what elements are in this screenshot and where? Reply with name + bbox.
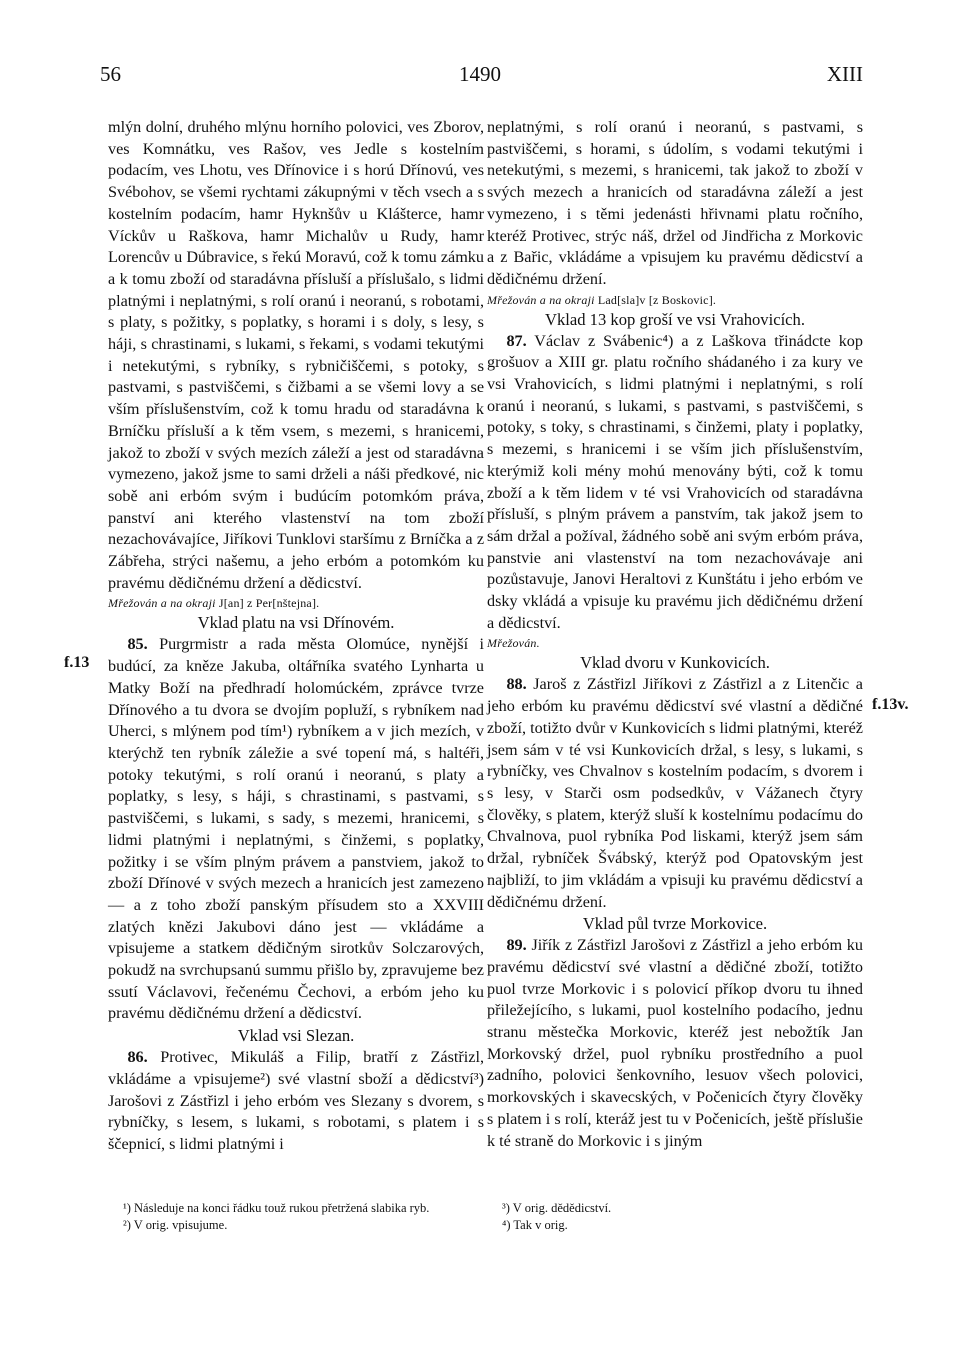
entry-heading: Vklad 13 kop groší ve vsi Vrahovicích. bbox=[544, 309, 805, 329]
entry-number: 85. bbox=[127, 635, 148, 654]
paragraph-85 bbox=[108, 634, 484, 1025]
entry-heading: Vklad dvoru v Kunkovicích. bbox=[580, 653, 770, 673]
entry-text: Jiřík z Zástřizl Jarošovi z Zástřizl a jeho erbóm ku pravému dědicství své vlastní a dědičné zboží, totižto puol tvrze Morkovic i s polovicí příkop dvoru tu ihned přiležejícího, s lukami, puol kostelního podacího, jednu stranu městečka Morkovic, kteréž jest nebožtík Jan Morkovský držel, puol rybníku prostředního a puol zadního, polovici šenkovního, lesuov všech polovici, morkovských i skavecských, v Počenicích čtyry člověky s platem i s rolí, kteráž jest tu v Počenicích, ještě příslušie k té straně do Morkovic i s jiným bbox=[487, 936, 863, 1150]
footnotes-right bbox=[487, 1200, 863, 1234]
entry-number: 88. bbox=[506, 675, 527, 694]
entry-text: Václav z Svábenic⁴) a z Laškova třinádcte kop grošuov a XIII gr. platu ročního shádaného i za kury ve vsi Vrahovicích, s lidmi platnými i neplatnými, s rolí oranú i neoranú, s lukami, s pastvami, s pastviščemi, s potoky, s toky, s chrastinami, s činžemi, platy i poplatky, s mezemi, s hranicemi i se vším jich příslušenstvím, kterýmiž koli mény mohú menovány býti, což k tomu zboží a k těm lidem v té vsi Vrahovicích od staradávna přísluší, s plným právem a panstvím, tak jakož jsem to sám držal a požíval, žádného sobě ani svým erbóm práva, panstvie ani vlastenství na tom nezachovávaje ani pozůstavuje, Janovi Heraltovi z Kunštátu i jeho erbóm ve dsky vkládá a vpisuje ku pravému jich dědičnému držení a dědicství. bbox=[487, 331, 863, 632]
registry-note bbox=[108, 594, 484, 612]
paragraph-87 bbox=[487, 331, 863, 635]
left-column bbox=[108, 117, 484, 1156]
margin-folio-left: f.13 bbox=[64, 654, 90, 671]
registry-note bbox=[487, 634, 863, 652]
paragraph-88 bbox=[487, 674, 863, 913]
footnote: ¹) Následuje na konci řádku touž rukou přetržená slabika ryb. bbox=[123, 1201, 430, 1215]
entry-heading: Vklad platu na vsi Dřínovém. bbox=[197, 613, 395, 633]
note-italic: Mřežován a na okraji bbox=[487, 292, 595, 307]
entry-number: 89. bbox=[506, 936, 527, 955]
entry-number: 87. bbox=[506, 331, 527, 350]
entry-number: 86. bbox=[127, 1048, 148, 1067]
entry-heading: Vklad vsi Slezan. bbox=[237, 1026, 355, 1046]
note-signature: J[an] z Per[nštejna]. bbox=[215, 596, 320, 611]
entry-text: Purgrmistr a rada města Olomúce, nynější i budúcí, za kněze Jakuba, oltářníka svatého Lynharta u Matky Boží na předhradí holomúckém, zprávce tvrze Dřínového a tu dvora se dvojím popluží, s rybníkem nad Uherci, s mlýnem pod tím¹) rybníkem a v jich mezích, v kterýchž ten rybník záležie a své topení má, s haltéři, potoky tekutými, s rolí oranú i neoranú, s platy a poplatky, s lesy, s háji, s chrastinami, s pastvami, s pastviščemi, s lukami, s sady, s mezemi, hranicemi, s lidmi platnými i neplatnými, s činžemi, s poplatky, požitky i se vším plným právem a panstviem, jakož to zboží Dřínové v svých mezech a hranicích jest zamezeno — a z toho zboží panským přísudem sto a XXVIII zlatých knězi Jakubovi dáno jest — vkládáme a vpisujeme a statkem dědičným sirotkův Solczarových, pokudž na svrchupsanú summu přišlo by, zpravujeme bez ssutí Václavovi, řečenému Čechovi, a erbóm jeho ku pravému dědičnému držení a dědicství. bbox=[108, 635, 484, 1023]
paragraph-86-continued: neplatnými, s rolí oranú i neoranú, s pastvami, s pastviščemi, s horami, s údolím, s vodami tekutými i netekutými, s mezemi, s hranicemi, tak jakož to zboží v svých mezech a hranicích od staradávna záleží a jest vymezeno, i s těmi jedenásti hřivnami platu ročního, kteréž Protivec, strýc náš, držel od Jindřicha z Morkovic a z Bařic, vkládáme a vpisujem ku pravému dědicství a dědičnému držení. bbox=[487, 118, 863, 288]
paragraph-89 bbox=[487, 935, 863, 1152]
footnote: ³) V orig. dědědicství. bbox=[502, 1201, 612, 1215]
registry-note bbox=[487, 291, 863, 309]
note-italic: Mřežován a na okraji bbox=[108, 596, 216, 611]
right-column bbox=[487, 117, 863, 1152]
entry-text: Jaroš z Zástřizl Jiříkovi z Zástřizl a z Litenčic a jeho erbóm ku pravému dědicství své vlastní a dědičné zboží, totižto dvůr v Kunkovicích s lidmi platnými, kteréž jsem sám v té vsi Kunkovicích držal, s lesy, s lukami, s rybníčky, ves Chvalnov s kostelním podacím, s dvorem i s lesy, v Starči osm podsedkův, v Vážanech čtyry člověky, s platem, kterýž sluší k kostelnímu podacímu do Chvalnova, puol rybníka Pod liskami, kterýž jsem sám držal, rybníček Švábský, kterýž pod Opatovským jest najbliží, to jim vkládám a vpisuji ku pravému dědicství a dědičnému držení. bbox=[487, 675, 863, 911]
footnote: ⁴) Tak v orig. bbox=[502, 1218, 568, 1232]
page-number: 56 bbox=[100, 62, 121, 86]
note-italic: Mřežován. bbox=[487, 636, 540, 651]
year-header: 1490 bbox=[459, 62, 501, 86]
footnotes-left bbox=[108, 1200, 484, 1234]
note-signature: Lad[sla]v [z Boskovic]. bbox=[594, 292, 717, 307]
entry-heading: Vklad půl tvrze Morkovice. bbox=[582, 914, 768, 934]
paragraph-84-continued: mlýn dolní, druhého mlýnu horního polovici, ves Zborov, ves Komnátku, ves Rašov, ves Jedle s kostelním podacím, ves Lhotu, ves Dřínovice i s horú Dřínovú, ves Svébohov, se všemi rychtami zákupnými v těch vsech a s kostelním podacím, hamr Hyknšův u Klášterce, hamr Víckův u Raškova, hamr Michalův u Rudy, hamr Lorencův u Dúbravice, s řekú Moravú, což k tomu zámku a k tomu zboží od staradávna přísluší a příslušalo, s lidmi platnými i neplatnými, s rolí oranú i neoranú, s robotami, s platy, s požitky, s poplatky, s horami i s doly, s lesy, s háji, s chrastinami, s lukami, s řekami, s vodami tekutými i netekutými, s rybníky, s rybničiščemi, s potoky, s pastvami, s pastviščemi, s čižbami a se všemi lovy a se vším příslušenstvím, což k tomu hradu od staradávna k Brníčku přísluší a k těm vsem, s mezemi, s hranicemi, jakož to zboží v svých mezích záleží a jest od staradávna vymezeno, jakož jsme to sami drželi a náši předkové, nic sobě ani erbóm svým i budúcím potomkóm práva, panství ani kterého vlastenství na tom zboží nezachovávajíce, Jiříkovi Tunklovi staršímu z Brníčka a z Zábřeha, strýci našemu, a jeho erbóm a potomkóm ku pravému dědičnému držení a dědicství. bbox=[108, 118, 484, 592]
volume-header: XIII bbox=[826, 62, 863, 86]
footnote: ²) V orig. vpisujume. bbox=[123, 1218, 228, 1232]
entry-text: Protivec, Mikuláš a Filip, bratří z Zástřizl, vkládáme a vpisujeme²) své vlastní sboží a dědicství³) Jarošovi z Zástřizl i jeho erbóm ves Slezany s dvorem, s rybníčky, s lesem, s lukami, s robotami, s platem i s ščepnicí, s lidmi platnými i bbox=[108, 1048, 484, 1153]
margin-folio-right: f.13v. bbox=[872, 696, 909, 713]
paragraph-86 bbox=[108, 1047, 484, 1156]
